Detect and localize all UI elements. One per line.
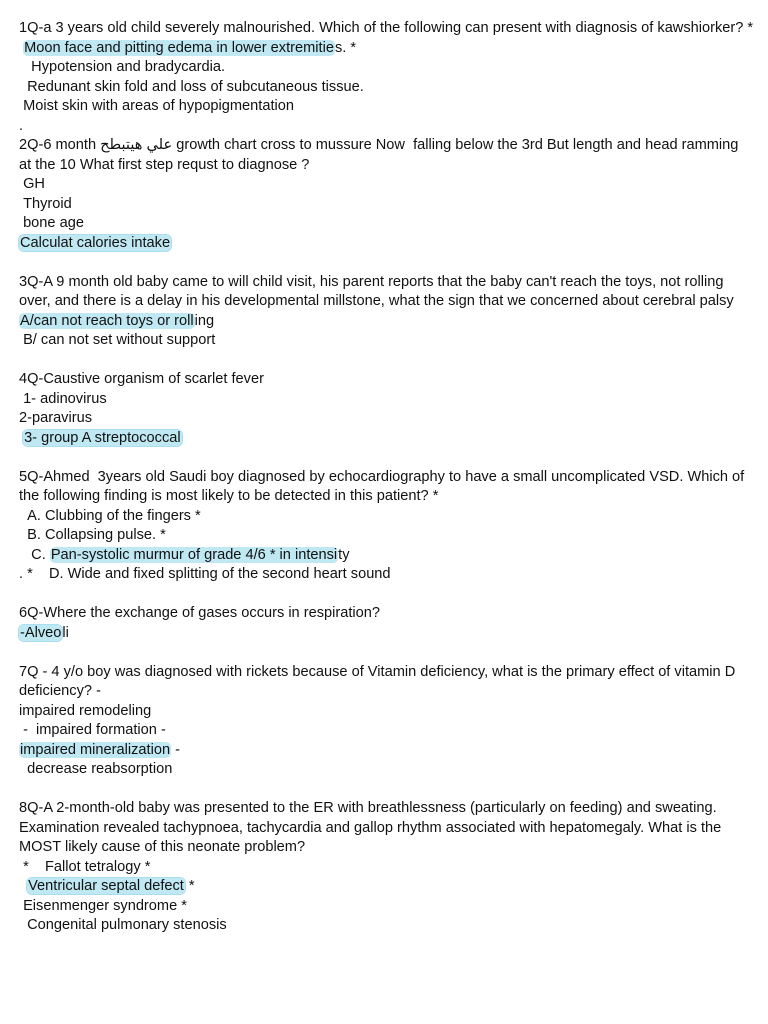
question-stem: 6Q-Where the exchange of gases occurs in respiration?	[19, 605, 380, 621]
answer-option: B. Collapsing pulse. *	[19, 527, 166, 543]
answer-option-highlighted: -Alveoli	[20, 624, 69, 641]
question-stem: 4Q-Caustive organism of scarlet fever	[19, 371, 264, 387]
question-stem: 8Q-A 2-month-old baby was presented to the ER with breathlessness (particularly on feeding) and sweating. Examination revealed tachypnoea, tachycardia and gallop rhythm associated with hepatomegaly. What is the MOST likely cause of this neonate problem?	[19, 800, 726, 855]
answer-option: Congenital pulmonary stenosis	[19, 917, 227, 933]
highlight-mark: 3- group A streptococcal	[24, 429, 181, 446]
answer-option: Eisenmenger syndrome *	[19, 897, 187, 914]
question-6	[19, 604, 754, 643]
answer-option-highlighted	[19, 429, 754, 449]
answer-option-highlighted	[19, 234, 754, 254]
answer-option: Moist skin with areas of hypopigmentation	[19, 98, 294, 114]
question-4	[19, 370, 754, 448]
question-stem: 5Q-Ahmed 3years old Saudi boy diagnosed by echocardiography to have a small uncomplicated VSD. Which of the following finding is most likely to be detected in this patient? *	[19, 468, 749, 504]
answer-option: Redunant skin fold and loss of subcutaneous tissue.	[19, 78, 364, 95]
answer-option-highlighted: Ventricular septal defect *	[28, 878, 195, 894]
answer-option-highlighted: impaired mineralization -	[20, 741, 180, 758]
answer-option-highlighted: A/can not reach toys or rolling	[20, 312, 215, 329]
highlight-mark: Moon face and pitting edema in lower extremitie	[24, 39, 334, 56]
answer-option: bone age	[19, 215, 84, 231]
highlight-mark: Pan-systolic murmur of grade 4/6 * in intensi	[50, 546, 338, 563]
answer-option: B/ can not set without support	[19, 332, 216, 348]
trailing-mark: .	[19, 117, 24, 134]
answer-option: A. Clubbing of the fingers *	[19, 507, 201, 524]
answer-option-highlighted: Moon face and pitting edema in lower extremities. *	[24, 39, 357, 56]
highlight-mark: A/can not reach toys or roll	[20, 312, 194, 329]
answer-option: . * D. Wide and fixed splitting of the second heart sound	[19, 566, 391, 582]
question-5	[19, 468, 754, 585]
answer-option: impaired remodeling	[19, 702, 152, 719]
answer-option: - impaired formation -	[19, 722, 166, 738]
question-stem: 2Q-6 month علي هيتبطح growth chart cross to mussure Now falling below the 3rd But length and head ramming at the 10 What first step requst to diagnose ?	[19, 137, 743, 173]
question-stem: 3Q-A 9 month old baby came to will child visit, his parent reports that the baby can't reach the toys, not rolling over, and there is a delay in his developmental millstone, what the sign that we concerned about cerebral palsy	[19, 273, 734, 309]
document-body	[19, 19, 754, 936]
answer-option: 1- adinovirus	[19, 390, 107, 407]
highlight-mark: impaired mineralization	[20, 741, 171, 758]
question-7	[19, 663, 754, 780]
highlight-mark: Calculat calories intake	[20, 234, 171, 251]
question-1	[19, 19, 754, 136]
question-stem: 7Q - 4 y/o boy was diagnosed with rickets because of Vitamin deficiency, what is the primary effect of vitamin D deficiency? -	[19, 663, 740, 699]
question-2	[19, 136, 754, 253]
question-3	[19, 273, 754, 351]
answer-option: Thyroid	[19, 195, 72, 212]
answer-option-highlighted: C. Pan-systolic murmur of grade 4/6 * in intensity	[19, 546, 350, 563]
highlight-mark: Ventricular septal defect	[28, 878, 184, 894]
answer-option: 2-paravirus	[19, 410, 92, 426]
question-8	[19, 799, 754, 936]
answer-option: Hypotension and bradycardia.	[19, 59, 226, 75]
answer-option: GH	[19, 176, 45, 192]
question-stem: 1Q-a 3 years old child severely malnourished. Which of the following can present with diagnosis of kawshiorker? *	[19, 20, 754, 36]
answer-option: decrease reabsorption	[19, 761, 173, 777]
highlight-mark: -Alveo	[20, 624, 62, 641]
answer-option: * Fallot tetralogy *	[19, 858, 151, 875]
